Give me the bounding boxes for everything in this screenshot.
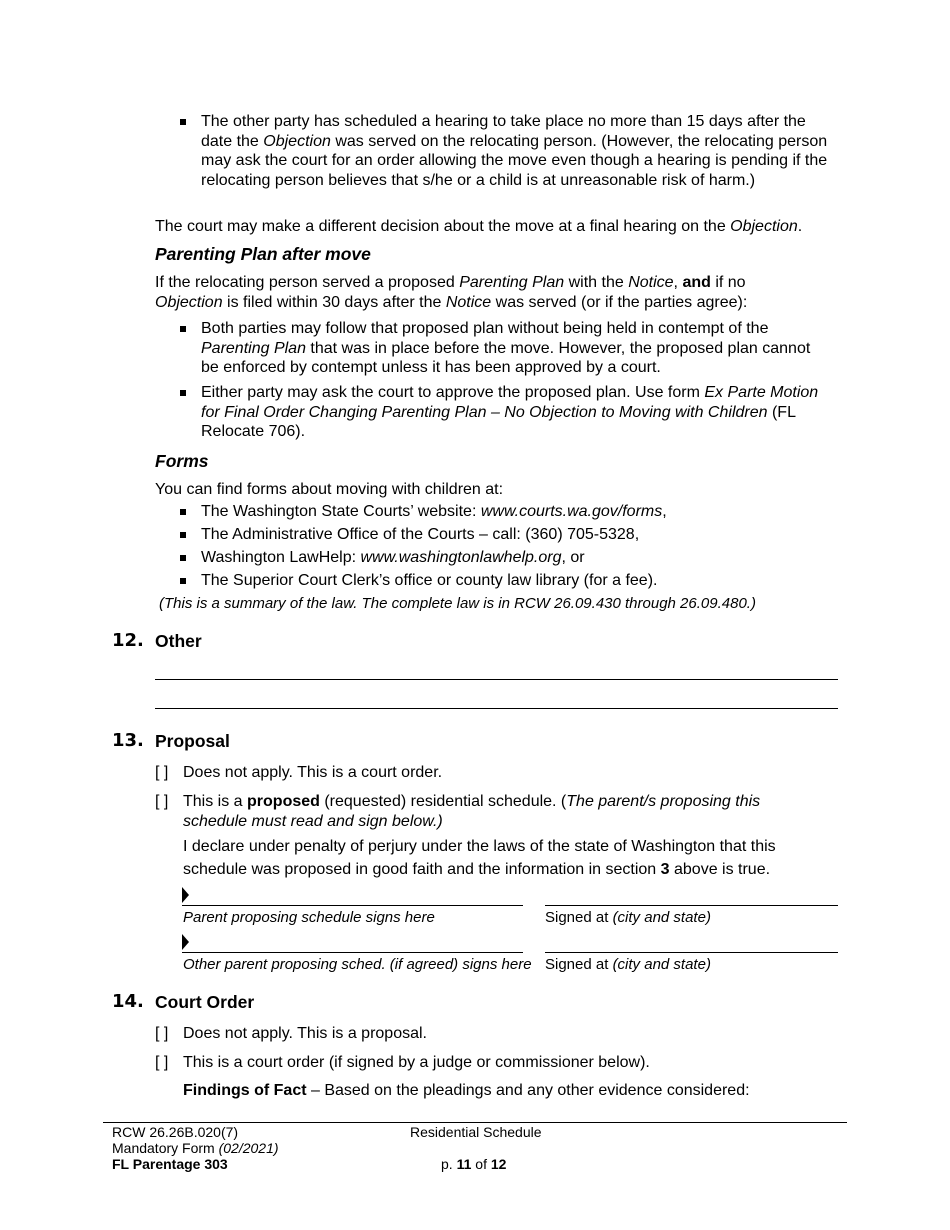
other-parent-signature-label: Other parent proposing sched. (if agreed) signs here	[183, 956, 532, 973]
bullet-marker	[180, 532, 186, 538]
footer-title: Residential Schedule	[410, 1124, 542, 1140]
other-input-line-1[interactable]	[155, 679, 838, 680]
parenting-plan-heading: Parenting Plan after move	[155, 244, 371, 264]
other-input-line-2[interactable]	[155, 708, 838, 709]
sign-here-arrow-icon	[182, 934, 189, 950]
section-14-title: Court Order	[155, 992, 255, 1012]
signed-at-line-1[interactable]	[545, 905, 838, 906]
lawhelp-link[interactable]: www.washingtonlawhelp.org	[360, 549, 562, 566]
bullet-marker	[180, 578, 186, 584]
signed-at-label-1: Signed at (city and state)	[545, 909, 711, 926]
signed-at-label-2: Signed at (city and state)	[545, 956, 711, 973]
section-13-title: Proposal	[155, 731, 230, 751]
parent-signature-line[interactable]	[182, 905, 523, 906]
proposed-schedule-checkbox[interactable]: [ ]	[155, 793, 169, 810]
court-order-not-apply-label: Does not apply. This is a proposal.	[183, 1025, 427, 1042]
court-order-label: This is a court order (if signed by a judge or commissioner below).	[183, 1054, 650, 1071]
footer-rcw: RCW 26.26B.020(7)	[112, 1124, 239, 1140]
courts-website-link[interactable]: www.courts.wa.gov/forms	[480, 503, 663, 520]
hearing-scheduled-bullet: The other party has scheduled a hearing to take place no more than 15 days after the date the Objection was served on the relocating person. (However, the relocating person may ask the court for an order allowing the move even though a hearing is pending if the relocating person believes that s/he or a child is at unreasonable risk of harm.)	[201, 113, 828, 189]
forms-aoc-bullet: The Administrative Office of the Courts – call: (360) 705-5328,	[201, 526, 640, 543]
proposed-schedule-label: This is a proposed (requested) residential schedule. (The parent/s proposing this schedule must read and sign below.)	[183, 793, 761, 830]
section-12-number: 12.	[112, 630, 144, 651]
forms-website-bullet: The Washington State Courts’ website: www.courts.wa.gov/forms,	[201, 503, 667, 520]
bullet-marker	[180, 119, 186, 125]
court-order-not-apply-checkbox[interactable]: [ ]	[155, 1025, 169, 1042]
footer-form-id: FL Parentage 303	[112, 1156, 228, 1172]
footer-mandatory-form: Mandatory Form (02/2021)	[112, 1140, 279, 1156]
forms-heading: Forms	[155, 451, 209, 471]
forms-clerk-bullet: The Superior Court Clerk’s office or county law library (for a fee).	[201, 572, 658, 589]
court-decision-text: The court may make a different decision about the move at a final hearing on the Objection.	[155, 218, 803, 235]
forms-intro: You can find forms about moving with children at:	[155, 481, 504, 498]
approve-plan-bullet: Either party may ask the court to approve the proposed plan. Use form Ex Parte Motion for Final Order Changing Parenting Plan – No Objection to Moving with Children (FL Relocate 706).	[201, 384, 819, 440]
bullet-marker	[180, 390, 186, 396]
parenting-plan-intro: If the relocating person served a proposed Parenting Plan with the Notice, and if no Objection is filed within 30 days after the Notice was served (or if the parties agree):	[155, 274, 748, 311]
bullet-marker	[180, 509, 186, 515]
parent-signature-label: Parent proposing schedule signs here	[183, 909, 435, 926]
signed-at-line-2[interactable]	[545, 952, 838, 953]
other-parent-signature-line[interactable]	[182, 952, 523, 953]
bullet-marker	[180, 326, 186, 332]
does-not-apply-label: Does not apply. This is a court order.	[183, 764, 443, 781]
forms-lawhelp-bullet: Washington LawHelp: www.washingtonlawhelp.org, or	[201, 549, 585, 566]
does-not-apply-checkbox[interactable]: [ ]	[155, 764, 169, 781]
footer-divider	[103, 1122, 847, 1123]
court-order-checkbox[interactable]: [ ]	[155, 1054, 169, 1071]
section-13-number: 13.	[112, 730, 144, 751]
findings-of-fact: Findings of Fact – Based on the pleadings and any other evidence considered:	[183, 1082, 750, 1099]
bullet-marker	[180, 555, 186, 561]
law-summary-note: (This is a summary of the law. The complete law is in RCW 26.09.430 through 26.09.480.)	[159, 595, 756, 612]
sign-here-arrow-icon	[182, 887, 189, 903]
section-14-number: 14.	[112, 991, 144, 1012]
perjury-declaration: I declare under penalty of perjury under the laws of the state of Washington that this schedule was proposed in good faith and the information in section 3 above is true.	[183, 838, 776, 878]
follow-plan-bullet: Both parties may follow that proposed plan without being held in contempt of the Parenting Plan that was in place before the move. However, the proposed plan cannot be enforced by contempt unless it has been approved by a court.	[201, 320, 811, 376]
footer-page-number: p. 11 of 12	[441, 1156, 507, 1172]
section-12-title: Other	[155, 631, 202, 651]
